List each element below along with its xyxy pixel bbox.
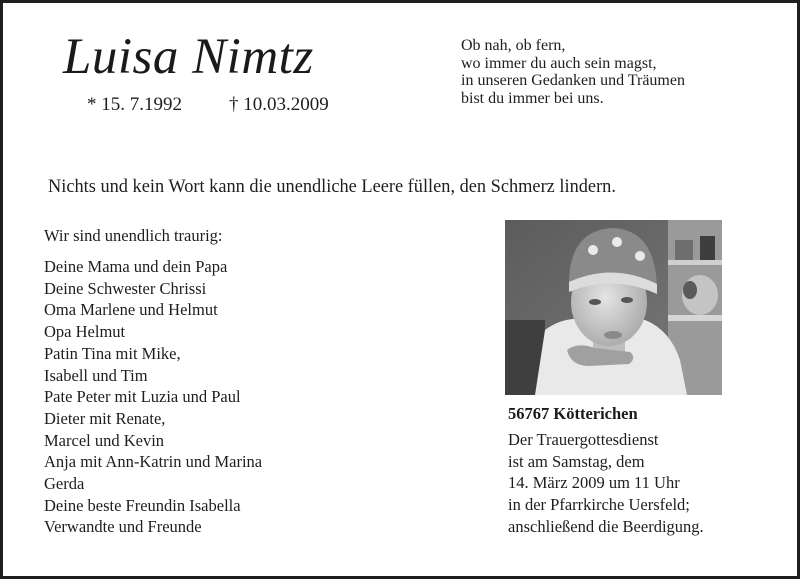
service-line: anschließend die Beerdigung. [508,516,704,536]
mourners-heading: Wir sind unendlich traurig: [44,226,223,245]
place: 56767 Kötterichen [508,404,638,423]
birth-date: * 15. 7.1992 [87,94,182,115]
poem-line: in unseren Gedanken und Träumen [461,72,685,89]
mourner-line: Opa Helmut [44,322,126,342]
service-line: Der Trauergottesdienst [508,430,659,449]
mourner-line: Anja mit Ann-Katrin und Marina [44,452,263,472]
mourner-line: Pate Peter mit Luzia und Paul [44,387,241,407]
memorial-poem [461,37,685,107]
mourner-line: Deine Mama und dein Papa [44,257,228,276]
tagline: Nichts und kein Wort kann die unendliche Leere füllen, den Schmerz lindern. [48,176,616,197]
funeral-service-info [508,429,704,538]
poem-line: wo immer du auch sein magst, [461,54,657,72]
mourner-line: Marcel und Kevin [44,430,165,450]
mourner-line: Oma Marlene und Helmut [44,300,218,320]
mourner-line: Patin Tina mit Mike, [44,343,181,363]
mourner-line: Deine Schwester Chrissi [44,278,207,298]
poem-line: bist du immer bei uns. [461,89,604,107]
mourner-line: Deine beste Freundin Isabella [44,495,241,515]
mourner-line: Gerda [44,474,85,494]
mourner-line: Dieter mit Renate, [44,408,166,428]
portrait-image [505,220,722,395]
service-line: ist am Samstag, dem [508,451,645,471]
poem-line: Ob nah, ob fern, [461,37,566,54]
mourner-line: Verwandte und Freunde [44,517,202,537]
service-line: 14. März 2009 um 11 Uhr [508,473,680,493]
deceased-name: Luisa Nimtz [63,29,314,85]
portrait-photo [505,220,722,395]
death-date: † 10.03.2009 [229,94,329,115]
service-line: in der Pfarrkirche Uersfeld; [508,495,690,515]
mourners-list [44,256,262,538]
mourner-line: Isabell und Tim [44,365,148,385]
